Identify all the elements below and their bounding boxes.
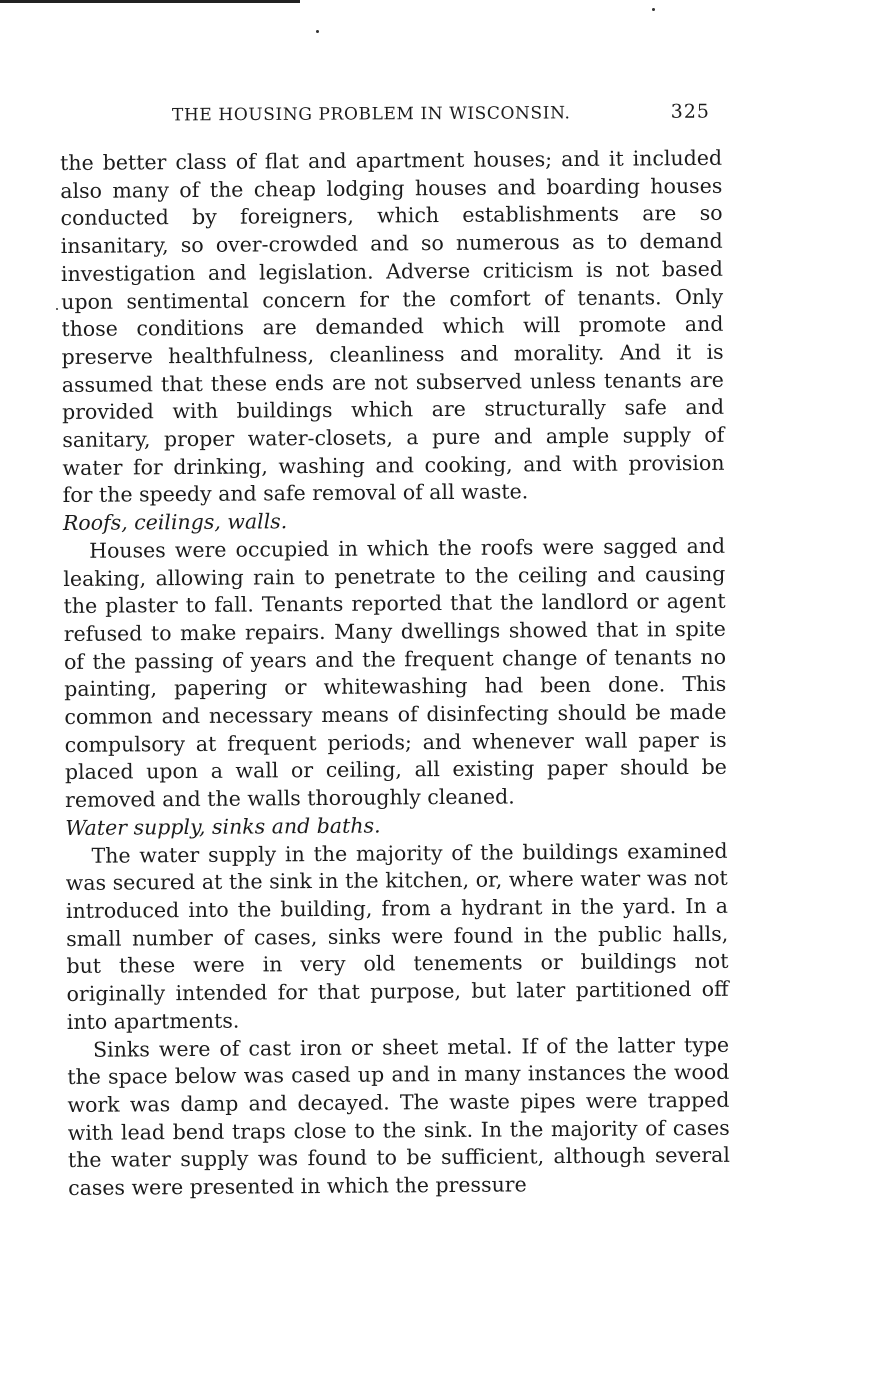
print-speck (652, 8, 655, 11)
paragraph-roofs: Houses were occupied in which the roofs were sagged and leaking, allowing rain to penetrate to the ceiling and causing the plaster to fall. Tenants reported that the landlord or agent refused to make repairs. Many dwellings showed that in spite of the passing of years and the frequent change of tenants no painting, papering or whitewashing had been done. This common and necessary means of disinfecting should be made compulsory at frequent periods; and whenever wall paper is placed upon a wall or ceiling, all existing paper should be removed and the walls thoroughly cleaned. (63, 533, 727, 813)
paragraph-water-supply: The water supply in the majority of the buildings examined was secured at the sink in the kitchen, or, where water was not introduced into the building, from a hydrant in the yard. In a small number of cases, sinks were found in the public halls, but these were in very old tenements or buildings not originally intended for that purpose, but later partitioned off into apartments. (65, 838, 729, 1034)
section-heading-roofs: Roofs, ceilings, walls. (62, 509, 288, 536)
top-edge-rule (0, 0, 300, 3)
print-speck (316, 30, 319, 33)
page-number: 325 (670, 100, 711, 123)
running-title: THE HOUSING PROBLEM IN WISCONSIN. (171, 103, 571, 126)
body-text (60, 145, 730, 1203)
paragraph-sinks: Sinks were of cast iron or sheet metal. If of the latter type the space below was cased up and in many instances the wood work was damp and decayed. The waste pipes were trapped with lead bend traps close to the sink. In the majority of cases the water supply was found to be sufficient, although several cases were presented in which the pressure (67, 1032, 731, 1200)
page-header (171, 100, 712, 130)
section-heading-water-supply: Water supply, sinks and baths. (65, 813, 381, 840)
print-speck (56, 308, 58, 310)
paragraph-continued: the better class of flat and apartment houses; and it included also many of the cheap lodging houses and boarding houses conducted by foreigners, which establishments are so insanitary, so over-crowded and so numerous as to demand investigation and legislation. Adverse criticism is not based upon sentimental concern for the comfort of tenants. Only those conditions are demanded which will promote and preserve healthfulness, cleanliness and morality. And it is assumed that these ends are not subserved unless tenants are provided with buildings which are structurally safe and sanitary, proper water-closets, a pure and ample supply of water for drinking, washing and cooking, and with provision for the speedy and safe removal of all waste. (60, 145, 725, 508)
